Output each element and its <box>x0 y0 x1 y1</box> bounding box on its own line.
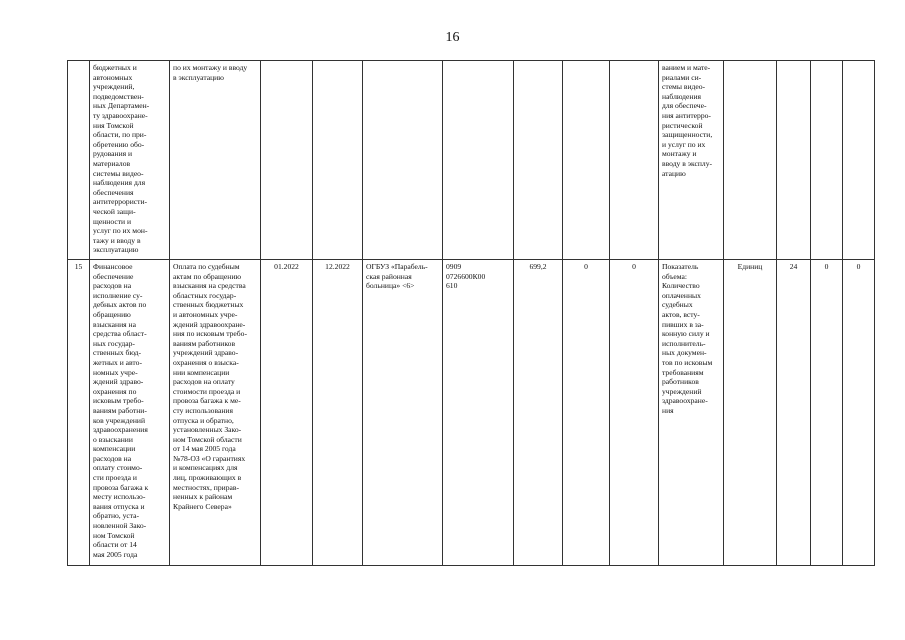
value-year2-cell <box>811 61 843 260</box>
kbk-cell <box>443 61 514 260</box>
indicator-cell: Показатель объема: Количество оплаченных судебных актов, всту- пивших в за- конную силу и исполнитель- ных докумен- тов по исковым требованиям работников учреждений здравоохране- ния <box>659 260 724 566</box>
event-name-cell: бюджетных и автономных учреждений, подведомствен- ных Департамен- ту здравоохране- ния Томской области, по при- обретению обо- рудования и материалов системы видео- наблюдения для обеспечения антитеррористи- ческой защи- щенности и услуг по их мон- тажу и вводу в эксплуатацию <box>90 61 170 260</box>
unit-cell <box>724 61 777 260</box>
executor-cell: ОГБУЗ «Парабель- ская районная больница» <6> <box>363 260 443 566</box>
program-table <box>67 60 875 566</box>
event-description-cell: по их монтажу и вводу в эксплуатацию <box>170 61 261 260</box>
end-date-cell: 12.2022 <box>313 260 363 566</box>
value-year2-cell: 0 <box>811 260 843 566</box>
amount-cell <box>514 61 563 260</box>
event-description-cell: Оплата по судебным актам по обращению взыскания на средства областных государ- ственных бюджетных и автономных учре- ждений здравоохране- ния по исковым требо- ваниям работников учреждений здраво- охранения о взыска- нии компенсации расходов на оплату стоимости проезда и провоза багажа к ме- сту использования отпуска и обратно, установленных Зако- ном Томской области от 14 мая 2005 года №78-ОЗ «О гарантиях и компенсациях для лиц, проживающих в местностях, прирав- ненных к районам Крайнего Севера» <box>170 260 261 566</box>
value-year3-cell <box>843 61 875 260</box>
value-year1-cell: 24 <box>777 260 811 566</box>
unit-cell: Единиц <box>724 260 777 566</box>
amount-year2-cell <box>563 61 610 260</box>
value-year3-cell: 0 <box>843 260 875 566</box>
row-number <box>68 61 90 260</box>
start-date-cell: 01.2022 <box>261 260 313 566</box>
table-row <box>68 260 875 566</box>
page-number: 16 <box>445 30 460 45</box>
kbk-cell: 0909 0726600К00 610 <box>443 260 514 566</box>
amount-year2-cell: 0 <box>563 260 610 566</box>
amount-year3-cell <box>610 61 659 260</box>
start-date-cell <box>261 61 313 260</box>
indicator-cell: ванием и мате- риалами си- стемы видео- наблюдения для обеспече- ния антитерро- ристической защищенности, и услуг по их монтажу и вводу в эксплу- атацию <box>659 61 724 260</box>
executor-cell <box>363 61 443 260</box>
event-name-cell: Финансовое обеспечение расходов на исполнение су- дебных актов по обращению взыскания на средства област- ных государ- ственных бюд- жетных и авто- номных учре- ждений здраво- охранения по исковым требо- ваниям работни- ков учреждений здравоохранения о взыскании компенсации расходов на оплату стоимо- сти проезда и провоза багажа к месту использо- вания отпуска и обратно, уста- новленной Зако- ном Томской области от 14 мая 2005 года <box>90 260 170 566</box>
value-year1-cell <box>777 61 811 260</box>
amount-year3-cell: 0 <box>610 260 659 566</box>
table-row <box>68 61 875 260</box>
amount-cell: 699,2 <box>514 260 563 566</box>
row-number: 15 <box>68 260 90 566</box>
end-date-cell <box>313 61 363 260</box>
